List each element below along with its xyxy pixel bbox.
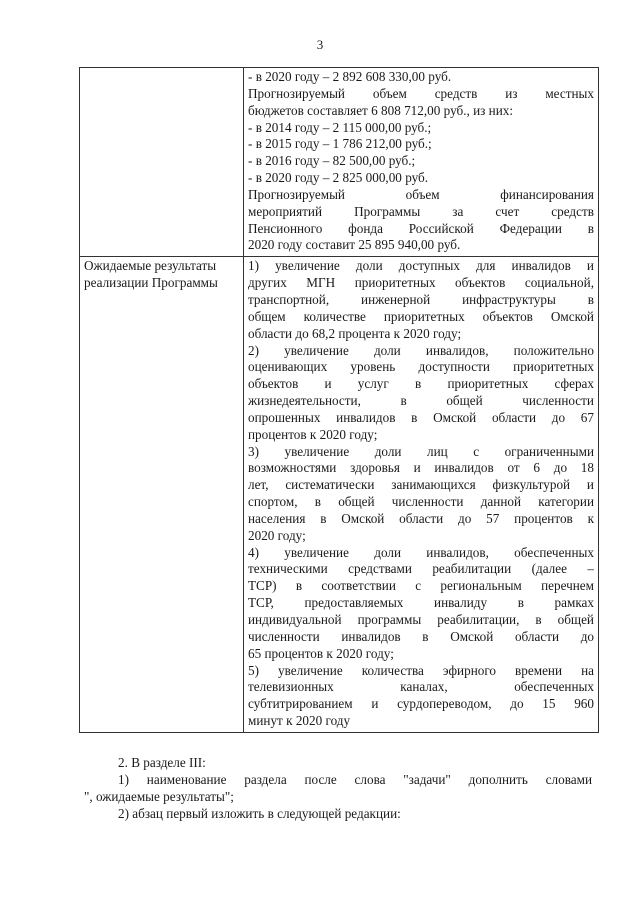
expected-results-label-cell (80, 257, 244, 733)
text-line: техническими средствами реабилитации (далее – (248, 561, 594, 577)
section-heading: 2. В разделе III: (118, 755, 206, 770)
text-line: ТСР) в соответствии с региональным перечнем (248, 578, 594, 594)
text-line: лет, систематически занимающихся физкультурой и (248, 477, 594, 493)
text-line: бюджетов составляет 6 808 712,00 руб., из них: (248, 102, 514, 118)
text-line: общем количестве приоритетных объектов Омской (248, 308, 594, 324)
page-number: 3 (316, 37, 324, 52)
text-line: оценивающих уровень доступности приоритетных (248, 359, 594, 375)
table-row-funding (80, 68, 599, 257)
text-line: 4) увеличение доли инвалидов, обеспеченных (248, 544, 594, 560)
amendment-text (84, 755, 592, 822)
text-line: процентов к 2020 году; (248, 426, 378, 442)
text-line: - в 2015 году – 1 786 212,00 руб.; (248, 136, 432, 152)
funding-body-cell (244, 68, 599, 257)
expected-results-body-cell (244, 257, 599, 733)
text-line: возможностями здоровья и инвалидов от 6 до 18 (248, 460, 594, 476)
text-line: 5) увеличение количества эфирного времени на (248, 662, 594, 678)
table-row-expected-results (80, 257, 599, 733)
text-line: Прогнозируемый объем финансирования (248, 186, 594, 202)
text-line: мероприятий Программы за счет средств (248, 203, 594, 219)
text-line: численности инвалидов в Омской области до (248, 628, 594, 644)
text-line: 3) увеличение доли лиц с ограниченными (248, 443, 594, 459)
text-line: индивидуальной программы реабилитации, в общей (248, 612, 594, 627)
text-line: минут к 2020 году (248, 713, 351, 729)
text-line: области до 68,2 процента к 2020 году; (248, 325, 462, 341)
text-line: телевизионных каналах, обеспеченных (248, 679, 594, 695)
text-line: жизнедеятельности, в общей численности (248, 393, 594, 409)
text-line: других МГН приоритетных объектов социальной, (248, 275, 594, 291)
text-line: 2020 году; (248, 527, 306, 543)
text-line: субтитрированием и сурдопереводом, до 15 960 (248, 696, 594, 712)
text-line: населения в Омской области до 57 процентов к (248, 510, 594, 526)
text-line: - в 2014 году – 2 115 000,00 руб.; (248, 119, 432, 135)
text-line: 2) увеличение доли инвалидов, положительно (248, 342, 594, 358)
text-line: - в 2020 году – 2 892 608 330,00 руб. (248, 69, 452, 84)
amendment-item-1-line-1: 1) наименование раздела после слова "задачи" дополнить словами (118, 771, 592, 787)
program-passport-table (79, 67, 599, 733)
text-line: 2020 году составит 25 895 940,00 руб. (248, 237, 461, 253)
text-line: транспортной, инженерной инфраструктуры в (248, 291, 594, 307)
text-line: опрошенных инвалидов в Омской области до 67 (248, 409, 594, 425)
text-line: спортом, в общей численности данной категории (248, 494, 594, 510)
text-line: 65 процентов к 2020 году; (248, 645, 394, 661)
expected-results-label-line: Ожидаемые результаты (84, 258, 217, 274)
text-line: - в 2016 году – 82 500,00 руб.; (248, 153, 416, 169)
amendment-item-1-line-2: ", ожидаемые результаты"; (84, 788, 234, 804)
text-line: объектов и услуг в приоритетных сферах (248, 376, 594, 392)
funding-label-cell (80, 68, 244, 257)
text-line: - в 2020 году – 2 825 000,00 руб. (248, 170, 429, 186)
text-line: Пенсионного фонда Российской Федерации в (248, 220, 594, 236)
text-line: ТСР, предоставляемых инвалиду в рамках (248, 595, 594, 611)
amendment-item-2: 2) абзац первый изложить в следующей редакции: (118, 805, 401, 821)
expected-results-label-line: реализации Программы (84, 275, 218, 291)
text-line: 1) увеличение доли доступных для инвалидов и (248, 258, 594, 274)
text-line: Прогнозируемый объем средств из местных (248, 85, 594, 101)
